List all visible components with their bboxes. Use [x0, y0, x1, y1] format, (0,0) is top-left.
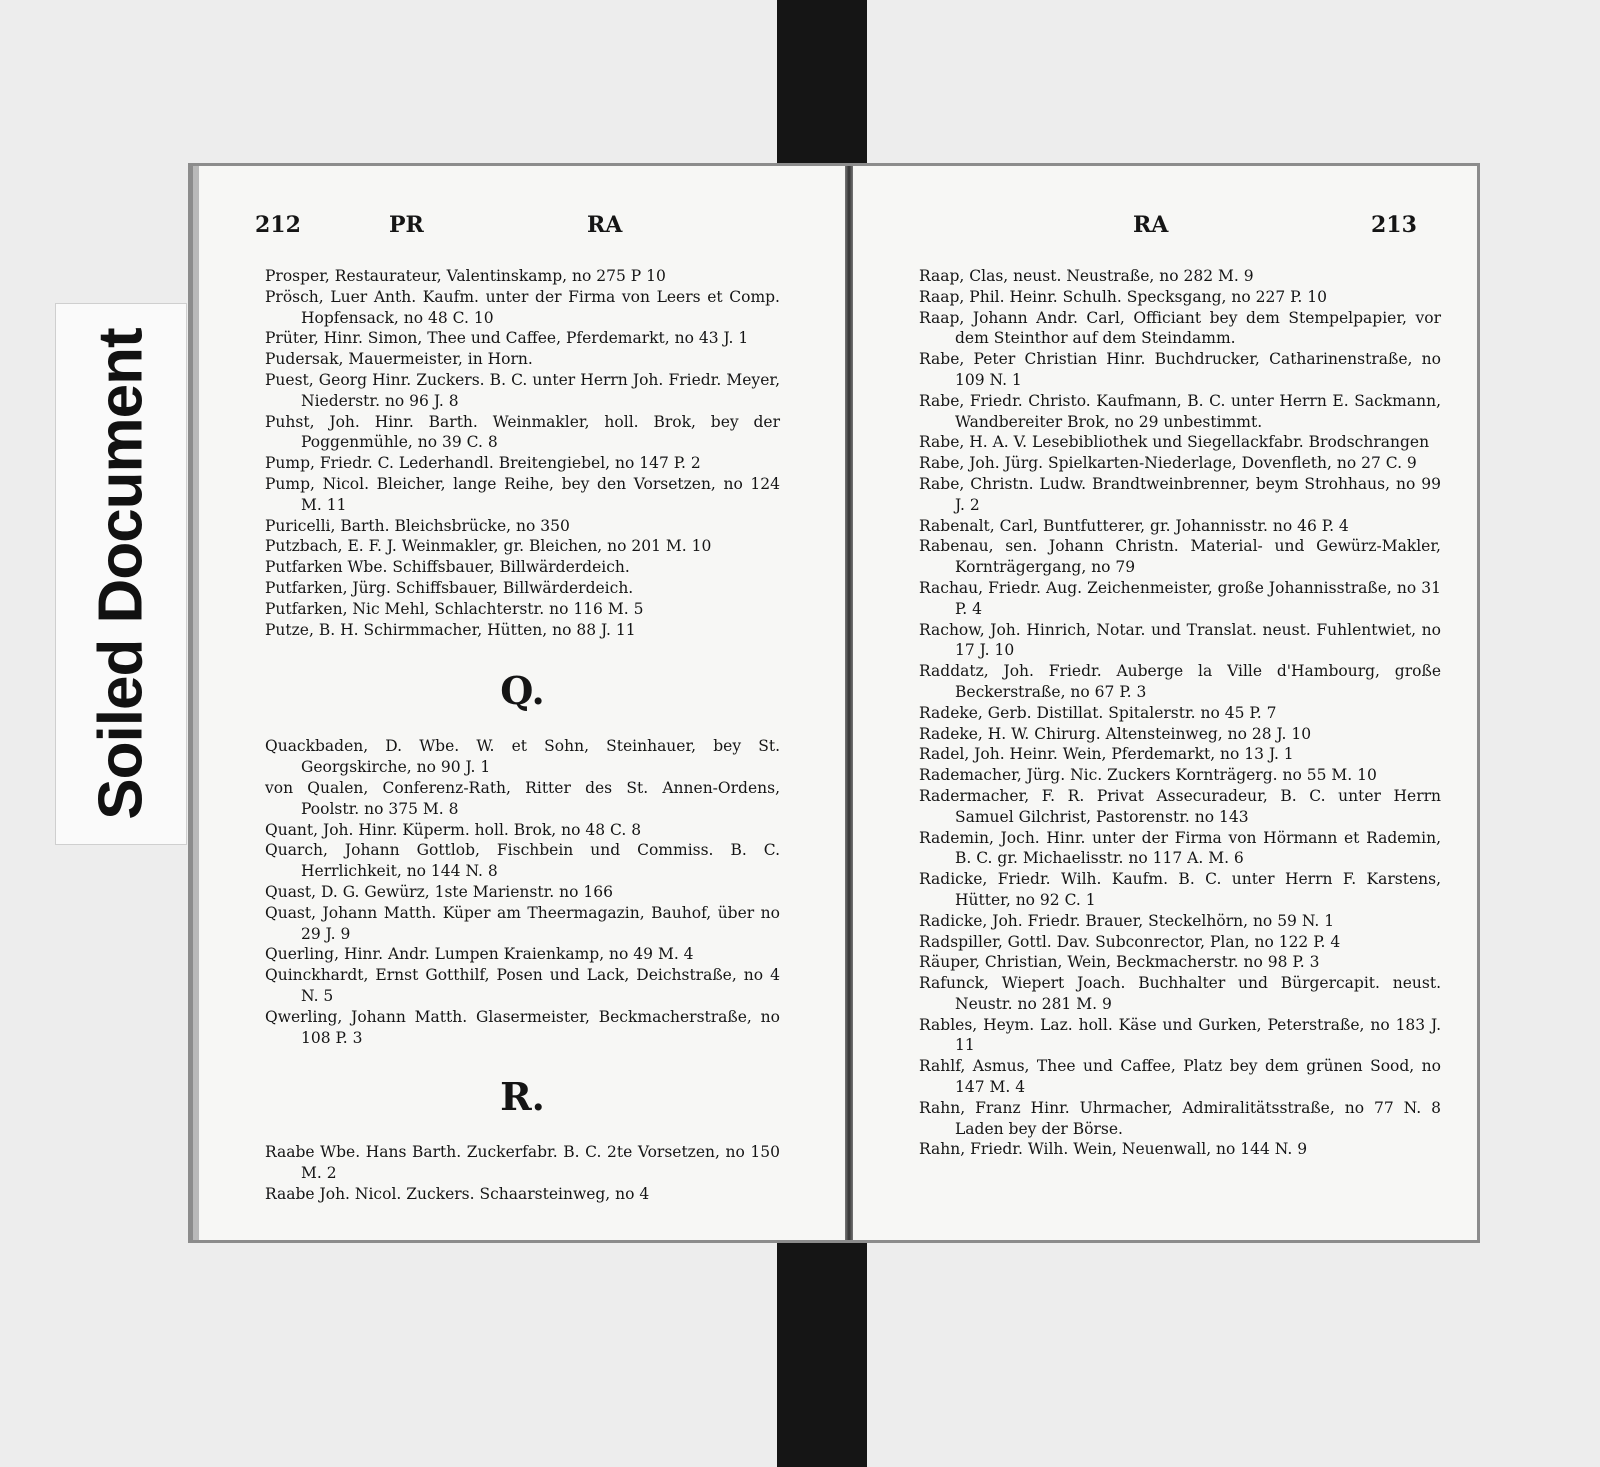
directory-entry: Putfarken, Nic Mehl, Schlachterstr. no 116 M. 5 — [265, 599, 644, 618]
directory-entry: Räuper, Christian, Wein, Beckmacherstr. no 98 P. 3 — [919, 953, 1320, 972]
directory-entry: Rahlf, Asmus, Thee und Caffee, Platz bey dem grünen Sood, no 147 M. 4 — [919, 1057, 1441, 1097]
directory-entry: Quarch, Johann Gottlob, Fischbein und Commiss. B. C. Herrlichkeit, no 144 N. 8 — [265, 841, 780, 881]
directory-entry: Rademin, Joch. Hinr. unter der Firma von Hörmann et Rademin, B. C. gr. Michaelisstr. no 117 A. M. 6 — [919, 828, 1441, 868]
directory-entry: Radermacher, F. R. Privat Assecuradeur, B. C. unter Herrn Samuel Gilchrist, Pastorenstr. no 143 — [919, 786, 1441, 826]
side-label-text: Soiled Document — [86, 328, 156, 820]
directory-entry: Prosper, Restaurateur, Valentinskamp, no 275 P 10 — [265, 267, 666, 285]
directory-entry: Puest, Georg Hinr. Zuckers. B. C. unter Herrn Joh. Friedr. Meyer, Niederstr. no 96 J. 8 — [265, 370, 780, 410]
directory-entry: Rabe, Friedr. Christo. Kaufmann, B. C. unter Herrn E. Sackmann, Wandbereiter Brok, no 29 unbestimmt. — [919, 391, 1441, 431]
directory-entry: Rabe, H. A. V. Lesebibliothek und Siegellackfabr. Brodschrangen — [919, 433, 1430, 452]
left-page — [193, 166, 851, 1240]
directory-entry: Rahn, Friedr. Wilh. Wein, Neuenwall, no 144 N. 9 — [919, 1140, 1308, 1159]
directory-entry: Quant, Joh. Hinr. Küperm. holl. Brok, no 48 C. 8 — [265, 820, 642, 839]
directory-entry: Raap, Clas, neust. Neustraße, no 282 M. 9 — [919, 267, 1254, 285]
side-label — [55, 303, 187, 845]
entries-r — [265, 1142, 780, 1204]
book-gutter — [845, 166, 853, 1240]
right-page — [853, 166, 1477, 1240]
directory-entry: von Qualen, Conferenz-Rath, Ritter des St. Annen-Ordens, Poolstr. no 375 M. 8 — [265, 778, 780, 818]
directory-entry: Putzbach, E. F. J. Weinmakler, gr. Bleichen, no 201 M. 10 — [265, 537, 712, 556]
left-entries — [265, 266, 780, 1205]
directory-entry: Raabe Wbe. Hans Barth. Zuckerfabr. B. C. 2te Vorsetzen, no 150 M. 2 — [265, 1143, 780, 1183]
directory-entry: Putfarken Wbe. Schiffsbauer, Billwärderdeich. — [265, 558, 630, 577]
directory-entry: Raddatz, Joh. Friedr. Auberge la Ville d'Hambourg, große Beckerstraße, no 67 P. 3 — [919, 662, 1441, 701]
directory-entry: Putfarken, Jürg. Schiffsbauer, Billwärderdeich. — [265, 578, 634, 597]
directory-entry: Rademacher, Jürg. Nic. Zuckers Kornträgerg. no 55 M. 10 — [919, 766, 1377, 785]
page-number-right: 213 — [1371, 212, 1417, 238]
directory-entry: Pudersak, Mauermeister, in Horn. — [265, 350, 533, 369]
directory-entry: Rabenalt, Carl, Buntfutterer, gr. Johannisstr. no 46 P. 4 — [919, 516, 1349, 535]
directory-entry: Radicke, Joh. Friedr. Brauer, Steckelhörn, no 59 N. 1 — [919, 911, 1335, 930]
page-number-left: 212 — [255, 212, 301, 238]
directory-entry: Querling, Hinr. Andr. Lumpen Kraienkamp, no 49 M. 4 — [265, 945, 694, 964]
right-entries — [919, 266, 1441, 1160]
directory-entry: Qwerling, Johann Matth. Glasermeister, Beckmacherstraße, no 108 P. 3 — [265, 1007, 780, 1047]
directory-entry: Radspiller, Gottl. Dav. Subconrector, Plan, no 122 P. 4 — [919, 932, 1341, 951]
directory-entry: Radel, Joh. Heinr. Wein, Pferdemarkt, no 13 J. 1 — [919, 745, 1294, 764]
directory-entry: Raap, Johann Andr. Carl, Officiant bey dem Stempelpapier, vor dem Steinthor auf dem Steindamm. — [919, 308, 1441, 348]
directory-entry: Puricelli, Barth. Bleichsbrücke, no 350 — [265, 516, 570, 535]
directory-entry: Radeke, Gerb. Distillat. Spitalerstr. no 45 P. 7 — [919, 703, 1277, 722]
directory-entry: Rabe, Christn. Ludw. Brandtweinbrenner, beym Strohhaus, no 99 J. 2 — [919, 474, 1441, 514]
entries-pr — [265, 266, 780, 640]
directory-entry: Rabenau, sen. Johann Christn. Material- und Gewürz-Makler, Kornträgergang, no 79 — [919, 537, 1441, 577]
directory-entry: Rafunck, Wiepert Joach. Buchhalter und Bürgercapit. neust. Neustr. no 281 M. 9 — [919, 974, 1441, 1013]
directory-entry: Rabe, Peter Christian Hinr. Buchdrucker, Catharinenstraße, no 109 N. 1 — [919, 350, 1441, 389]
directory-entry: Rables, Heym. Laz. holl. Käse und Gurken, Peterstraße, no 183 J. 11 — [919, 1015, 1441, 1055]
directory-entry: Rachow, Joh. Hinrich, Notar. und Translat. neust. Fuhlentwiet, no 17 J. 10 — [919, 620, 1441, 660]
running-header-center-right: RA — [1133, 212, 1169, 238]
section-heading-r: R. — [500, 1074, 545, 1120]
section-heading-q: Q. — [500, 668, 545, 714]
running-header-left: PR — [389, 212, 424, 238]
directory-entry: Radicke, Friedr. Wilh. Kaufm. B. C. unter Herrn F. Karstens, Hütter, no 92 C. 1 — [919, 870, 1441, 909]
directory-entry: Rahn, Franz Hinr. Uhrmacher, Admiralitätsstraße, no 77 N. 8 Laden bey der Börse. — [919, 1098, 1441, 1138]
directory-entry: Putze, B. H. Schirmmacher, Hütten, no 88 J. 11 — [265, 620, 636, 639]
entries-q — [265, 736, 780, 1048]
directory-entry: Puhst, Joh. Hinr. Barth. Weinmakler, holl. Brok, bey der Poggenmühle, no 39 C. 8 — [265, 412, 780, 452]
directory-entry: Raabe Joh. Nicol. Zuckers. Schaarsteinweg, no 4 — [265, 1184, 650, 1203]
directory-entry: Raap, Phil. Heinr. Schulh. Specksgang, no 227 P. 10 — [919, 287, 1327, 306]
directory-entry: Quinckhardt, Ernst Gotthilf, Posen und Lack, Deichstraße, no 4 N. 5 — [265, 966, 780, 1005]
directory-entry: Rabe, Joh. Jürg. Spielkarten-Niederlage, Dovenfleth, no 27 C. 9 — [919, 454, 1417, 473]
directory-entry: Rachau, Friedr. Aug. Zeichenmeister, große Johannisstraße, no 31 P. 4 — [919, 578, 1441, 618]
entries-ra — [919, 266, 1441, 1160]
directory-entry: Prösch, Luer Anth. Kaufm. unter der Firma von Leers et Comp. Hopfensack, no 48 C. 10 — [265, 287, 780, 327]
running-header-center-left: RA — [587, 212, 623, 238]
directory-entry: Quast, Johann Matth. Küper am Theermagazin, Bauhof, über no 29 J. 9 — [265, 903, 780, 943]
directory-entry: Quast, D. G. Gewürz, 1ste Marienstr. no 166 — [265, 882, 613, 901]
directory-entry: Pump, Nicol. Bleicher, lange Reihe, bey den Vorsetzen, no 124 M. 11 — [265, 474, 780, 514]
directory-entry: Prüter, Hinr. Simon, Thee und Caffee, Pferdemarkt, no 43 J. 1 — [265, 329, 749, 348]
directory-entry: Pump, Friedr. C. Lederhandl. Breitengiebel, no 147 P. 2 — [265, 454, 701, 473]
directory-entry: Radeke, H. W. Chirurg. Altensteinweg, no 28 J. 10 — [919, 724, 1312, 743]
directory-entry: Quackbaden, D. Wbe. W. et Sohn, Steinhauer, bey St. Georgskirche, no 90 J. 1 — [265, 737, 780, 777]
